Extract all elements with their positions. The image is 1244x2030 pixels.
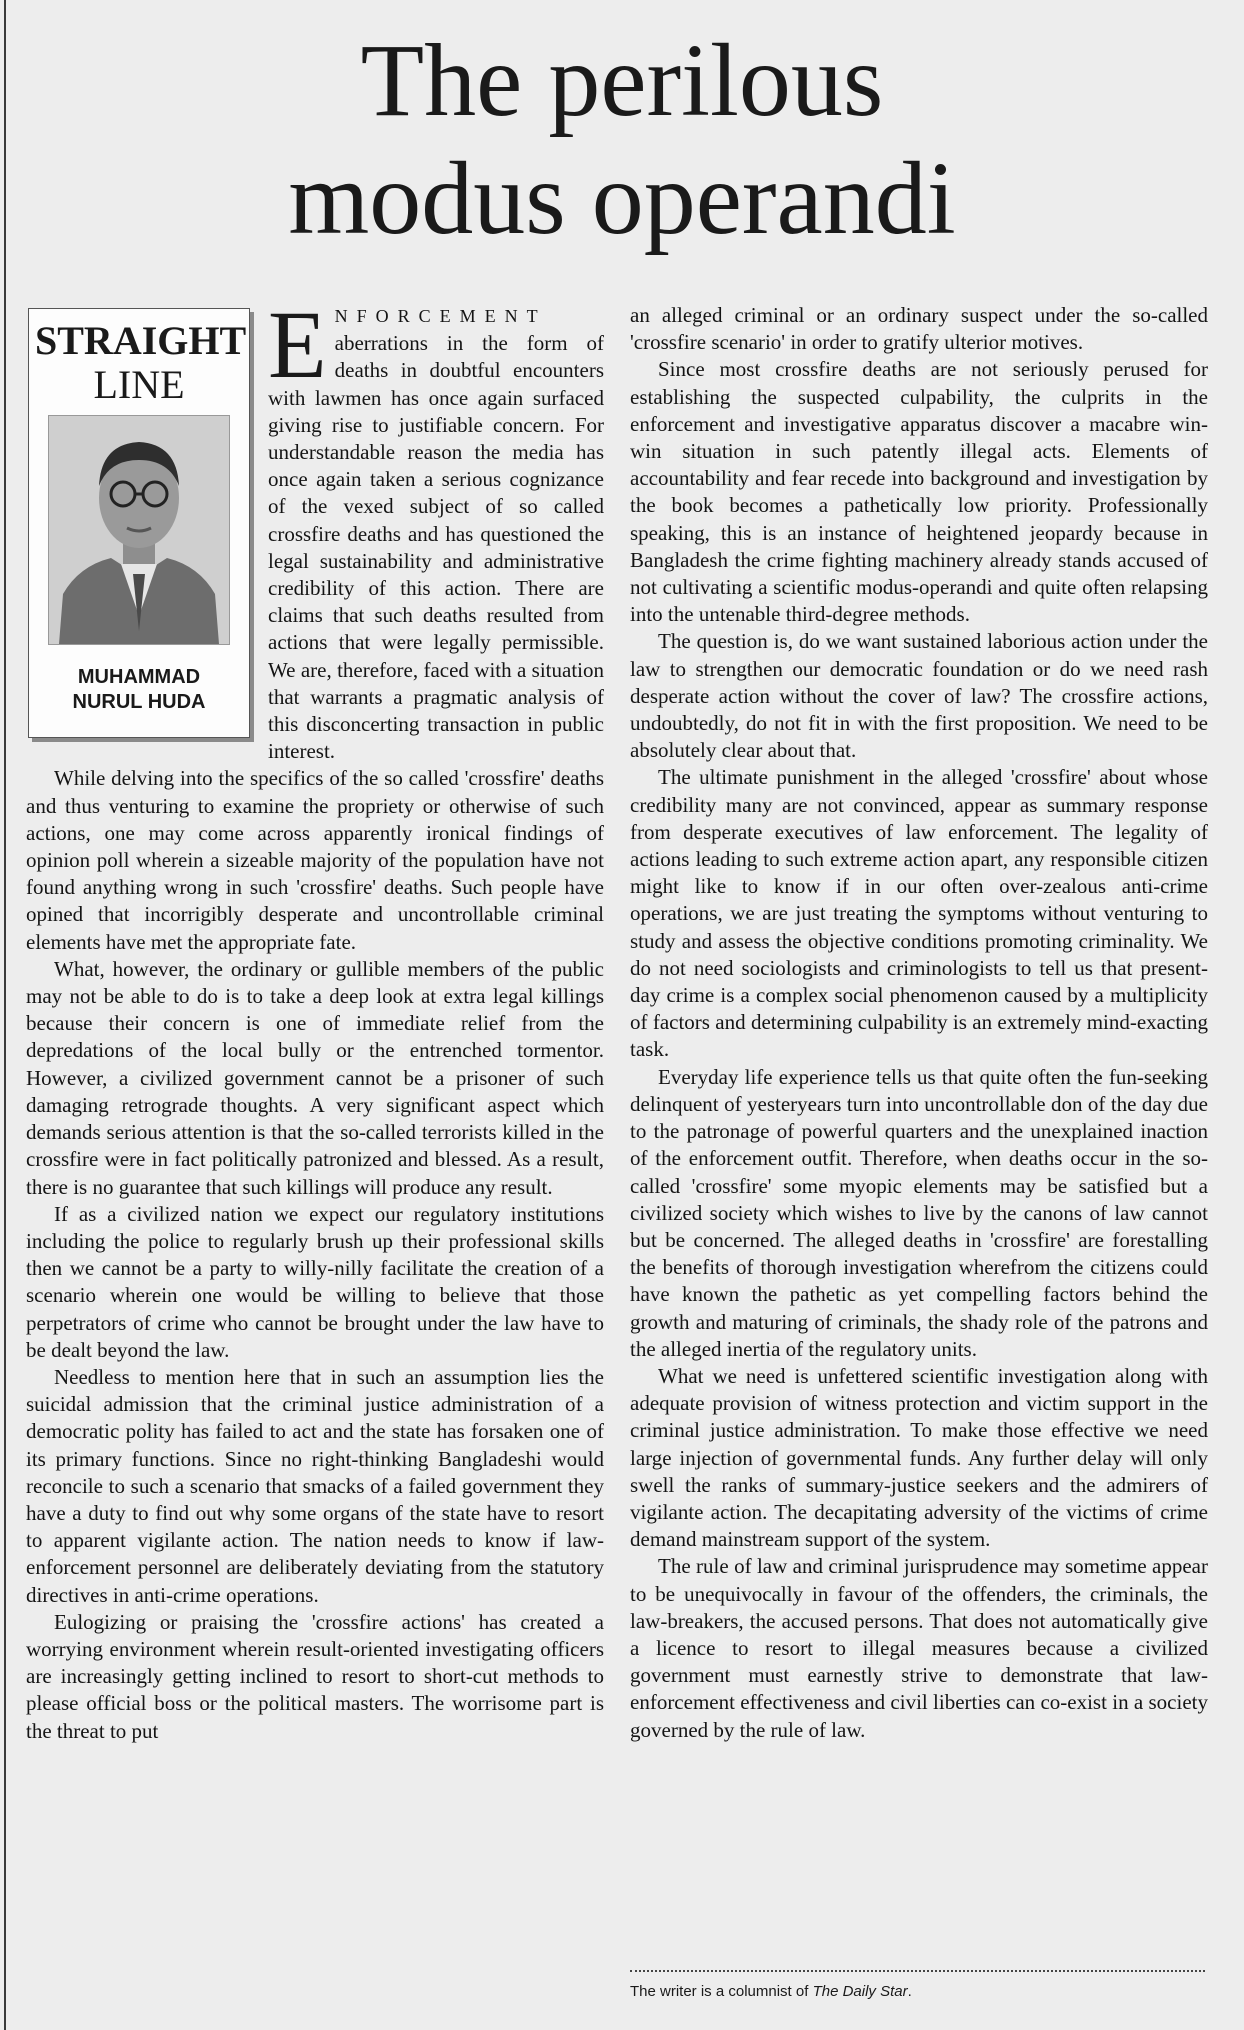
body-paragraph: Eulogizing or praising the 'crossfire actions' has created a worrying environment wherein result-oriented investigating officers are increasingly getting inclined to resort to short-cut methods to please official boss or the political masters. The worrisome part is the threat to put: [26, 1609, 604, 1743]
column-box: [28, 308, 250, 738]
headline: [0, 22, 1244, 258]
continued-paragraph: an alleged criminal or an ordinary suspect under the so-called 'crossfire scenario' in order to gratify ulterior motives.: [630, 303, 1208, 355]
body-paragraph: While delving into the specifics of the so called 'crossfire' deaths and thus venturing to examine the propriety or otherwise of such actions, one may come across apparently ironical findings of opinion poll wherein a sizeable majority of the population have not found anything wrong in such 'crossfire' deaths. Such people have opined that incorrigibly desperate and uncontrollable criminal elements have met the appropriate fate.: [26, 766, 604, 954]
headline-line-1: The perilous: [360, 23, 884, 138]
body-paragraph: If as a civilized nation we expect our regulatory institutions including the police to regularly brush up their professional skills then we cannot be a party to willy-nilly facilitate the creation of a scenario wherein one would be willing to believe that those perpetrators of crime who cannot be brought under the law have to be dealt beyond the law.: [26, 1201, 604, 1362]
page-edge-rule: [4, 0, 6, 2030]
writer-note-prefix: The writer is a columnist of: [630, 1983, 813, 2000]
body-paragraph: What we need is unfettered scientific investigation along with adequate provision of witness protection and victim support in the criminal justice administration. To make those effective we need large injection of governmental funds. Any further delay will only swell the ranks of summary-justice seekers and the admirers of vigilante action. The decapitating adversity of the victims of crime demand mainstream support of the system.: [630, 1363, 1208, 1552]
author-photo: [48, 415, 230, 645]
article-column-left: [26, 302, 604, 2022]
lead-caps: NFORCEMENT: [334, 306, 547, 326]
drop-cap: E: [268, 302, 327, 398]
body-paragraph: Since most crossfire deaths are not seriously perused for establishing the suspected culpability, the culprits in the enforcement and investigative apparatus discover a macabre win-win situation in such patently illegal acts. Elements of accountability and fear recede into background and investigation by the book becomes a pathetically low priority. Professionally speaking, this is an instance of heightened jeopardy because in Bangladesh the crime fighting machinery already stands accused of not cultivating a scientific modus-operandi and quite often relapsing into the untenable third-degree methods.: [630, 357, 1208, 627]
writer-note: [630, 1982, 1210, 2002]
writer-note-suffix: .: [907, 1983, 912, 2000]
body-paragraph: The question is, do we want sustained laborious action under the law to strengthen our democratic foundation or do we need rash desperate action without the cover of law? The crossfire actions, undoubtedly, do not fit in with the first proposition. We need to be absolutely clear about that.: [630, 629, 1208, 763]
body-paragraph: Everyday life experience tells us that quite often the fun-seeking delinquent of yesteryears turn into uncontrollable don of the day due to the patronage of powerful quarters and the unexplained inaction of the enforcement outfit. Therefore, when deaths occur in the so-called 'crossfire' some myopic elements may be satisfied but a civilized society which wishes to live by the canons of law cannot but be concerned. The alleged deaths in 'crossfire' are forestalling the benefits of thorough investigation wherefrom the citizens could have known the pathetic as yet compelling factors behind the growth and maturing of criminals, the shady role of the patrons and the alleged inertia of the regulatory units.: [630, 1064, 1208, 1361]
column-title-line-2: LINE: [93, 362, 185, 407]
footer-divider: [630, 1970, 1205, 1972]
article-column-right: [630, 302, 1208, 2022]
headline-line-2: modus operandi: [288, 141, 956, 256]
author-name-line-1: MUHAMMAD: [77, 666, 201, 688]
body-paragraph: What, however, the ordinary or gullible members of the public may not be able to do is to take a deep look at extra legal killings because their concern is one of immediate relief from the depredations of the local bully or the entrenched tormentor. However, a civilized government cannot be a prisoner of such damaging retrograde thoughts. A very significant aspect which demands serious attention is that the so-called terrorists killed in the crossfire were in fact politically patronized and blessed. As a result, there is no guarantee that such killings will produce any result.: [26, 956, 604, 1199]
lead-text: aberrations in the form of deaths in doubtful encounters with lawmen has once again surfaced giving rise to justifiable concern. For understandable reason the media has once again taken a serious cognizance of the vexed subject of so called crossfire deaths and has questioned the legal sustainability and administrative credibility of this action. There are claims that such deaths resulted from actions that were legally permissible. We are, therefore, faced with a situation that warrants a pragmatic analysis of this disconcerting transaction in public interest.: [268, 331, 604, 764]
body-paragraph: Needless to mention here that in such an assumption lies the suicidal admission that the criminal justice administration of a democratic polity has failed to act and the state has forsaken one of its primary functions. Since no right-thinking Bangladeshi would reconcile to such a scenario that smacks of a failed government they have a duty to find out why some organs of the state have to resort to apparent vigilante action. The nation needs to know if law-enforcement personnel are deliberately deviating from the statutory directives in anti-crime operations.: [26, 1364, 604, 1607]
column-title-line-1: STRAIGHT: [35, 318, 247, 363]
author-name-line-2: NURUL HUDA: [72, 691, 206, 713]
publication-name: The Daily Star: [812, 1983, 908, 2000]
body-paragraph: The rule of law and criminal jurisprudence may sometime appear to be unequivocally in favour of the offenders, the criminals, the law-breakers, the accused persons. That does not automatically give a licence to resort to illegal measures because a civilized government must earnestly strive to demonstrate that law-enforcement effectiveness and civil liberties can co-exist in a society governed by the rule of law.: [630, 1554, 1208, 1742]
author-name: [35, 665, 243, 715]
body-paragraph: The ultimate punishment in the alleged 'crossfire' about whose credibility many are not convinced, appear as summary response from desperate executives of law enforcement. The legality of actions leading to such extreme action apart, any responsible citizen might like to know if in our often over-zealous anti-crime operations, we are just treating the symptoms without venturing to study and assess the objective conditions promoting criminality. We do not need sociologists and criminologists to tell us that present-day crime is a complex social phenomenon caused by a multiplicity of factors and determining culpability is an extremely mind-exacting task.: [630, 765, 1208, 1062]
author-portrait-icon: [49, 416, 229, 644]
